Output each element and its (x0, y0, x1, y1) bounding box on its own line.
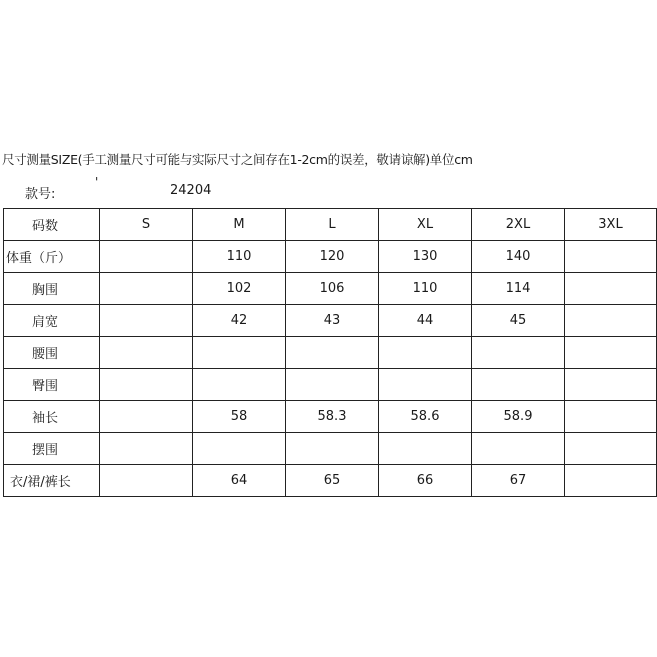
header-cell-m: M (193, 209, 286, 241)
table-cell: 67 (472, 465, 565, 497)
style-number-mark: ' (95, 175, 99, 189)
table-row (4, 337, 657, 369)
table-cell: 43 (286, 305, 379, 337)
table-cell: 66 (379, 465, 472, 497)
table-row (4, 401, 657, 433)
table-cell: 65 (286, 465, 379, 497)
table-cell (565, 273, 657, 305)
table-cell: 110 (379, 273, 472, 305)
table-cell (100, 465, 193, 497)
table-cell: 58.9 (472, 401, 565, 433)
table-cell (565, 337, 657, 369)
row-label: 袖长 (4, 401, 100, 433)
table-cell: 64 (193, 465, 286, 497)
table-cell (286, 433, 379, 465)
table-cell: 42 (193, 305, 286, 337)
table-cell (565, 433, 657, 465)
table-cell: 102 (193, 273, 286, 305)
header-cell-s: S (100, 209, 193, 241)
row-label: 衣/裙/裤长 (4, 465, 100, 497)
table-cell: 44 (379, 305, 472, 337)
table-row (4, 369, 657, 401)
table-cell (565, 369, 657, 401)
size-chart-title: 尺寸测量SIZE(手工测量尺寸可能与实际尺寸之间存在1-2cm的误差，敬请谅解)单位cm (2, 152, 473, 167)
table-cell (100, 241, 193, 273)
table-cell (472, 337, 565, 369)
table-cell (472, 433, 565, 465)
table-cell (100, 369, 193, 401)
table-row (4, 465, 657, 497)
table-row (4, 273, 657, 305)
header-row (4, 209, 657, 241)
table-cell (193, 337, 286, 369)
style-number-label: 款号: (25, 187, 56, 202)
table-row (4, 241, 657, 273)
table-cell (100, 401, 193, 433)
table-cell (565, 305, 657, 337)
table-cell (472, 369, 565, 401)
row-label: 胸围 (4, 273, 100, 305)
table-cell (286, 337, 379, 369)
table-cell (565, 241, 657, 273)
row-label: 臀围 (4, 369, 100, 401)
header-cell-3xl: 3XL (565, 209, 657, 241)
header-cell-xl: XL (379, 209, 472, 241)
header-cell-2xl: 2XL (472, 209, 565, 241)
table-cell (193, 433, 286, 465)
table-cell (379, 369, 472, 401)
table-cell: 110 (193, 241, 286, 273)
table-cell: 45 (472, 305, 565, 337)
header-cell-size: 码数 (4, 209, 100, 241)
table-row (4, 305, 657, 337)
table-row (4, 433, 657, 465)
table-cell (100, 273, 193, 305)
table-cell: 106 (286, 273, 379, 305)
table-cell: 120 (286, 241, 379, 273)
table-cell: 114 (472, 273, 565, 305)
style-number-value: 24204 (170, 183, 212, 198)
table-cell (379, 337, 472, 369)
table-cell: 58 (193, 401, 286, 433)
table-cell (565, 465, 657, 497)
table-cell (565, 401, 657, 433)
table-cell (100, 337, 193, 369)
table-cell: 130 (379, 241, 472, 273)
row-label: 腰围 (4, 337, 100, 369)
table-cell: 140 (472, 241, 565, 273)
table-cell (286, 369, 379, 401)
table-cell: 58.6 (379, 401, 472, 433)
table-cell (379, 433, 472, 465)
row-label: 肩宽 (4, 305, 100, 337)
size-table (3, 208, 657, 497)
table-cell: 58.3 (286, 401, 379, 433)
table-cell (100, 305, 193, 337)
row-label: 摆围 (4, 433, 100, 465)
header-cell-l: L (286, 209, 379, 241)
row-label: 体重（斤） (4, 241, 100, 273)
table-cell (100, 433, 193, 465)
table-cell (193, 369, 286, 401)
